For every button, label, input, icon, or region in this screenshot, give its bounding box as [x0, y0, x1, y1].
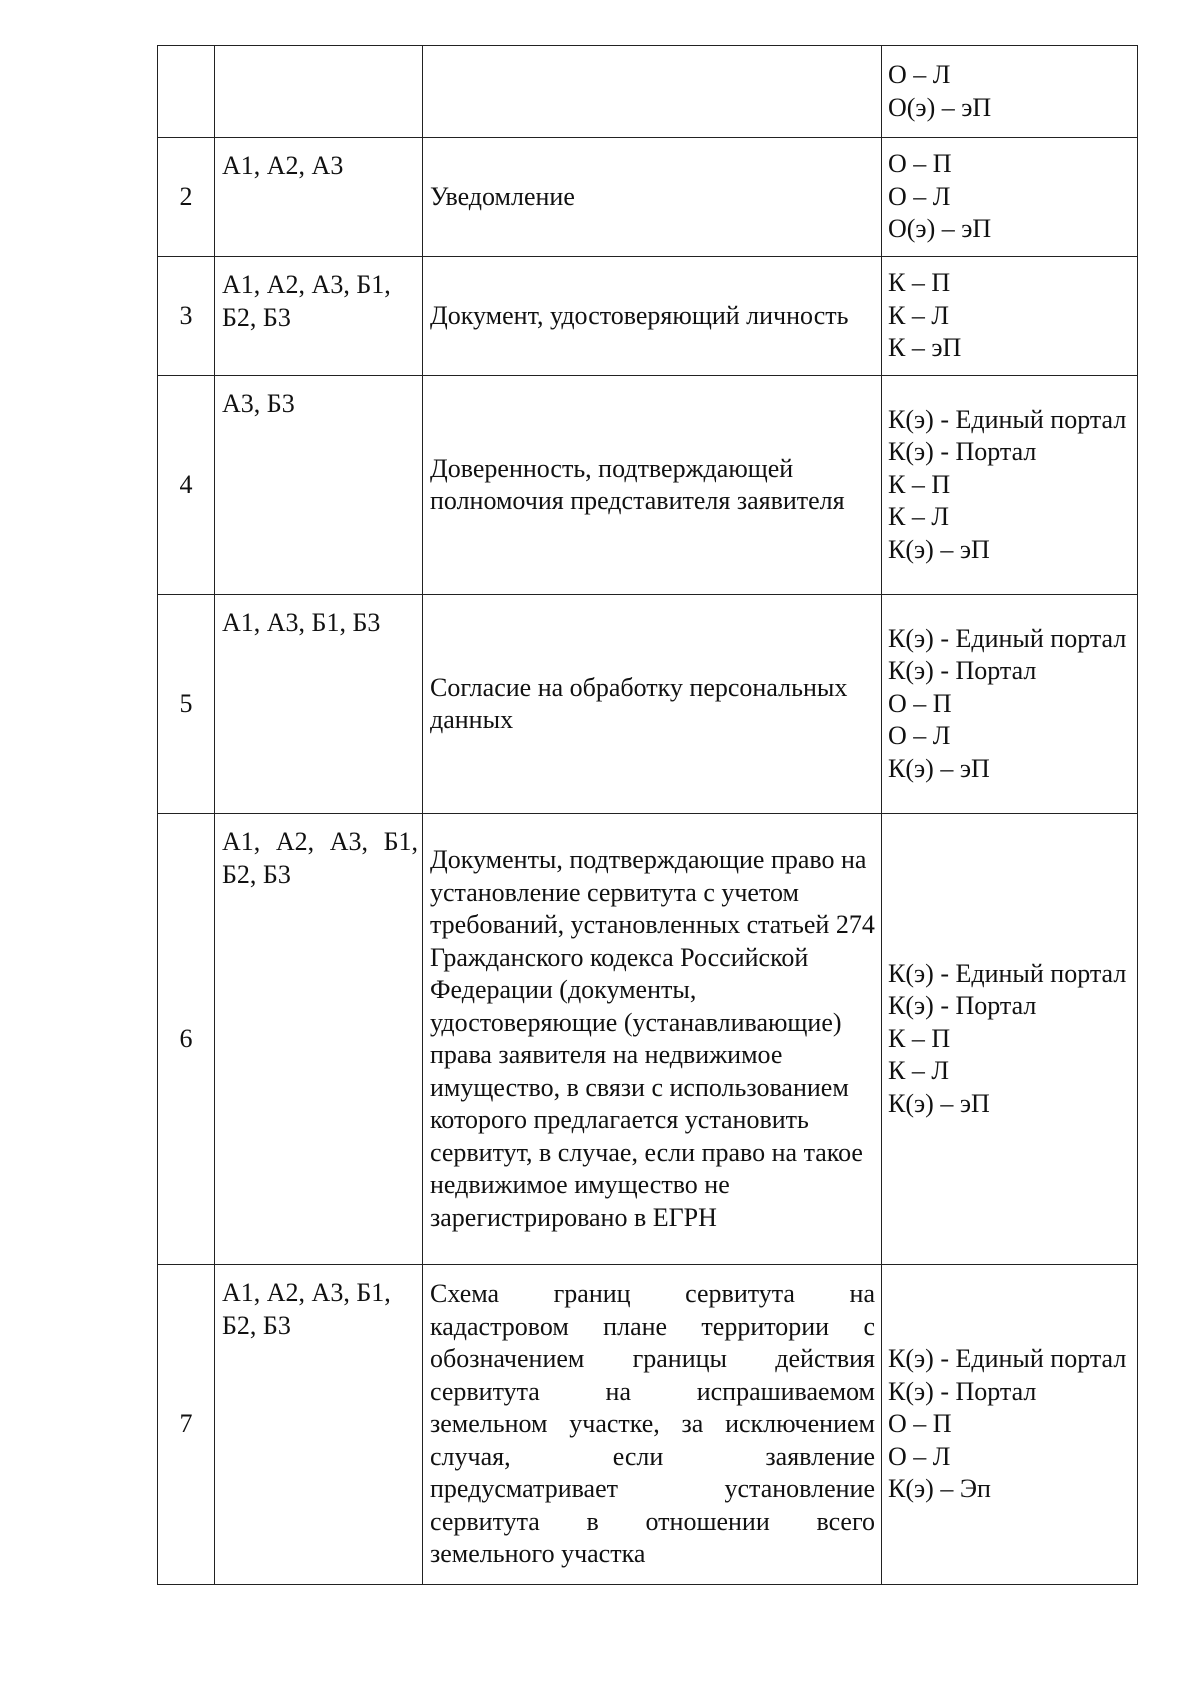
table-row	[158, 46, 1138, 138]
row-number: 3	[179, 300, 193, 330]
submission-form: О – Л	[888, 721, 951, 751]
table-row	[158, 257, 1138, 376]
submission-form: К(э) - Единый портал	[888, 958, 1127, 988]
submission-form: К – эП	[888, 333, 962, 363]
submission-form: К(э) - Единый портал	[888, 1344, 1127, 1374]
submission-form: О(э) – эП	[888, 92, 992, 122]
row-number: 7	[179, 1409, 193, 1439]
submission-form: О – Л	[888, 1441, 951, 1471]
row-number-cell	[158, 46, 215, 138]
applicant-category-cell	[215, 376, 423, 595]
row-number: 5	[179, 688, 193, 718]
submission-form: К – Л	[888, 1056, 949, 1086]
submission-form: К(э) - Единый портал	[888, 404, 1127, 434]
submission-form: К(э) - Портал	[888, 991, 1037, 1021]
applicant-category-cell	[215, 138, 423, 257]
applicant-category-cell	[215, 1265, 423, 1585]
submission-form: К(э) – Эп	[888, 1474, 991, 1504]
applicant-categories: А1, А2, А3, Б1, Б2, Б3	[222, 270, 391, 332]
document-name-cell	[423, 138, 882, 257]
submission-form: К(э) – эП	[888, 1088, 990, 1118]
table-row	[158, 595, 1138, 814]
submission-forms-cell	[882, 595, 1138, 814]
row-number: 6	[179, 1023, 193, 1053]
document-name: Документы, подтверждающие право на установление сервитута с учетом требований, установленных статьей 274 Гражданского кодекса Российской Федерации (документы, удостоверяющие (устанавливающие) права заявителя на недвижимое имущество, в связи с использованием которого предлагается установить сервитут, в случае, если право на такое недвижимое имущество не зарегистрировано в ЕГРН	[430, 845, 875, 1232]
applicant-category-cell	[215, 257, 423, 376]
document-name-cell	[423, 814, 882, 1265]
submission-forms-cell	[882, 138, 1138, 257]
submission-form: К – П	[888, 1023, 951, 1053]
submission-form: О – П	[888, 1409, 952, 1439]
document-name-cell	[423, 257, 882, 376]
submission-form: К(э) - Портал	[888, 656, 1037, 686]
row-number-cell	[158, 814, 215, 1265]
applicant-categories: А3, Б3	[222, 389, 295, 418]
document-name: Уведомление	[430, 181, 575, 211]
submission-form: К – Л	[888, 300, 949, 330]
table-row	[158, 138, 1138, 257]
table-row	[158, 376, 1138, 595]
submission-forms-cell	[882, 1265, 1138, 1585]
document-name: Согласие на обработку персональных данных	[430, 672, 848, 734]
applicant-category-cell	[215, 814, 423, 1265]
document-name-cell	[423, 376, 882, 595]
submission-form: О – Л	[888, 181, 951, 211]
submission-form: К – П	[888, 469, 951, 499]
submission-form: К – П	[888, 268, 951, 298]
submission-forms-cell	[882, 814, 1138, 1265]
applicant-categories: А1, А2, А3, Б1, Б2, Б3	[222, 827, 418, 889]
submission-forms-cell	[882, 376, 1138, 595]
row-number-cell	[158, 376, 215, 595]
submission-form: К – Л	[888, 502, 949, 532]
applicant-categories: А1, А2, А3	[222, 151, 344, 180]
applicant-category-cell	[215, 595, 423, 814]
submission-form: К(э) – эП	[888, 753, 990, 783]
row-number-cell	[158, 257, 215, 376]
submission-form: О(э) – эП	[888, 214, 992, 244]
submission-form: К(э) - Портал	[888, 437, 1037, 467]
row-number-cell	[158, 1265, 215, 1585]
row-number: 4	[179, 469, 193, 499]
document-name: Документ, удостоверяющий личность	[430, 300, 849, 330]
table-row	[158, 1265, 1138, 1585]
submission-forms-cell	[882, 257, 1138, 376]
submission-form: К(э) – эП	[888, 534, 990, 564]
document-name-cell	[423, 46, 882, 138]
document-name: Схема границ сервитута на кадастровом плане территории с обозначением границы действия сервитута на испрашиваемом земельном участке, за исключением случая, если заявление предусматривает установление сервитута в отношении всего земельного участка	[430, 1279, 875, 1569]
submission-form: О – Л	[888, 60, 951, 89]
submission-form: К(э) - Единый портал	[888, 623, 1127, 653]
applicant-category-cell	[215, 46, 423, 138]
document-name-cell	[423, 595, 882, 814]
document-name: Доверенность, подтверждающей полномочия представителя заявителя	[430, 453, 845, 515]
document-name-cell	[423, 1265, 882, 1585]
applicant-categories: А1, А2, А3, Б1, Б2, Б3	[222, 1278, 391, 1340]
row-number-cell	[158, 595, 215, 814]
documents-table	[157, 45, 1138, 1585]
submission-forms-cell	[882, 46, 1138, 138]
submission-form: К(э) - Портал	[888, 1376, 1037, 1406]
row-number: 2	[179, 181, 193, 211]
row-number-cell	[158, 138, 215, 257]
submission-form: О – П	[888, 688, 952, 718]
submission-form: О – П	[888, 149, 952, 179]
applicant-categories: А1, А3, Б1, Б3	[222, 608, 381, 637]
table-row	[158, 814, 1138, 1265]
